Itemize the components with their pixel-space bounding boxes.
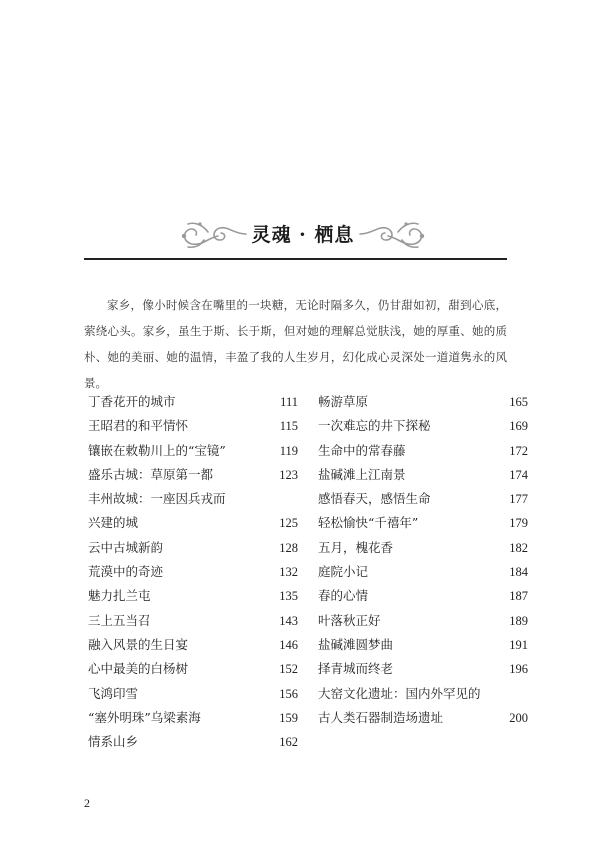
toc-entry-page: 165 xyxy=(509,395,528,409)
toc-entry-page: 191 xyxy=(509,637,528,652)
toc-entry[interactable] xyxy=(88,390,298,414)
toc-entry[interactable] xyxy=(88,439,298,463)
toc-entry-title: 盛乐古城：草原第一都 xyxy=(88,466,214,482)
toc-entry-page: 143 xyxy=(279,613,298,628)
toc-entry[interactable] xyxy=(88,633,298,657)
toc-entry[interactable] xyxy=(88,487,298,511)
toc-entry-page: 152 xyxy=(279,662,298,677)
toc-entry[interactable] xyxy=(318,487,528,511)
toc-entry[interactable] xyxy=(318,584,528,608)
toc-entry[interactable] xyxy=(318,706,528,730)
toc-entry[interactable] xyxy=(318,633,528,657)
toc-entry-title: 丰州故城：一座因兵戎而 xyxy=(88,491,226,507)
toc-entry-page: 135 xyxy=(279,589,298,604)
toc-entry-title: 融入风景的生日宴 xyxy=(88,636,189,652)
toc-entry[interactable] xyxy=(88,511,298,535)
toc-entry-page: 200 xyxy=(509,710,528,725)
toc-entry-title: 情系山乡 xyxy=(88,734,139,750)
toc-entry[interactable] xyxy=(318,609,528,633)
toc-entry[interactable] xyxy=(88,414,298,438)
intro-paragraph: 家乡，像小时候含在嘴里的一块糖，无论时隔多久，仍甘甜如初，甜到心底，萦绕心头。家乡，虽生于斯、长于斯，但对她的理解总觉肤浅，她的厚重、她的质朴、她的美丽、她的温情，丰盈了我的人生岁月，幻化成心灵深处一道道隽永的风景。 xyxy=(84,298,507,390)
toc-entry[interactable] xyxy=(318,414,528,438)
toc-entry-title: 兴建的城 xyxy=(88,515,139,531)
toc-entry-title: 大窑文化遗址：国内外罕见的 xyxy=(318,685,481,701)
toc-column-left xyxy=(88,390,298,754)
toc-entry-page: 189 xyxy=(509,613,528,628)
toc-entry-title: 春的心情 xyxy=(318,588,369,604)
toc-entry-page: 187 xyxy=(509,589,528,604)
toc-entry-title: 轻松愉快“千禧年” xyxy=(318,515,419,531)
toc-entry-page: 162 xyxy=(279,735,298,750)
toc-entry-title: 五月，槐花香 xyxy=(318,539,394,555)
toc-entry-title: 飞鸿印雪 xyxy=(88,685,139,701)
toc-entry-page: 159 xyxy=(279,710,298,725)
toc-entry-page: 115 xyxy=(279,419,298,434)
flourish-ornament-left-icon xyxy=(178,216,248,250)
page-number: 2 xyxy=(84,796,90,810)
toc-entry[interactable] xyxy=(88,730,298,754)
toc-entry-page: 184 xyxy=(509,565,528,580)
toc-entry-title: 三上五当召 xyxy=(88,612,151,628)
toc-entry[interactable] xyxy=(318,390,528,414)
toc-entry-page: 177 xyxy=(509,492,528,507)
toc-entry-page: 156 xyxy=(279,686,298,701)
toc-entry-title: 丁香花开的城市 xyxy=(88,394,176,409)
toc-entry-page: 174 xyxy=(509,467,528,482)
toc-entry-title: 畅游草原 xyxy=(318,394,369,409)
toc-entry-title: 古人类石器制造场遗址 xyxy=(318,709,444,725)
toc-entry-page: 125 xyxy=(279,516,298,531)
toc-entry-title: 盐碱滩圆梦曲 xyxy=(318,636,394,652)
toc-entry-page: 172 xyxy=(509,443,528,458)
toc-entry-title: “塞外明珠”乌梁素海 xyxy=(88,709,201,725)
toc-entry-page: 182 xyxy=(509,540,528,555)
toc-entry-title: 盐碱滩上江南景 xyxy=(318,466,406,482)
toc-entry-title: 感悟春天，感悟生命 xyxy=(318,491,431,507)
toc-entry-page: 169 xyxy=(509,419,528,434)
toc-entry[interactable] xyxy=(88,682,298,706)
toc-entry[interactable] xyxy=(88,609,298,633)
toc-entry-page: 123 xyxy=(279,467,298,482)
toc-entry[interactable] xyxy=(88,584,298,608)
toc-entry-page: 128 xyxy=(279,540,298,555)
toc-entry-title: 生命中的常春藤 xyxy=(318,442,406,458)
flourish-ornament-right-icon xyxy=(358,216,428,250)
toc-entry-title: 择青城而终老 xyxy=(318,661,394,677)
toc-entry[interactable] xyxy=(88,536,298,560)
toc-entry-title: 庭院小记 xyxy=(318,564,369,580)
toc-entry-title: 叶落秋正好 xyxy=(318,612,381,628)
toc-entry-title: 荒漠中的奇迹 xyxy=(88,564,164,580)
toc-entry-title: 王昭君的和平情怀 xyxy=(88,418,189,434)
toc-entry[interactable] xyxy=(318,511,528,535)
toc-entry-title: 一次难忘的井下探秘 xyxy=(318,418,431,434)
toc-entry-page: 146 xyxy=(279,637,298,652)
toc-entry-title: 心中最美的白杨树 xyxy=(88,661,189,677)
toc-entry-page: 119 xyxy=(279,443,298,458)
toc-entry-title: 魅力扎兰屯 xyxy=(88,588,151,604)
toc-entry[interactable] xyxy=(318,560,528,584)
toc-entry-page: 179 xyxy=(509,516,528,531)
toc-entry[interactable] xyxy=(88,657,298,681)
toc-entry[interactable] xyxy=(318,463,528,487)
toc-entry[interactable] xyxy=(318,682,528,706)
toc-entry[interactable] xyxy=(88,463,298,487)
toc-entry-page: 196 xyxy=(509,662,528,677)
section-header xyxy=(0,212,599,254)
toc-entry[interactable] xyxy=(318,536,528,560)
toc-entry-page: 132 xyxy=(279,565,298,580)
toc-entry-title: 云中古城新韵 xyxy=(88,539,164,555)
section-title: 灵魂 · 栖息 xyxy=(251,224,355,246)
toc-entry-title: 镶嵌在敕勒川上的“宝镜” xyxy=(88,442,226,458)
toc-column-right xyxy=(318,390,528,730)
toc-entry-page: 111 xyxy=(280,395,298,409)
toc-entry[interactable] xyxy=(318,657,528,681)
toc-entry[interactable] xyxy=(318,439,528,463)
toc-entry[interactable] xyxy=(88,706,298,730)
header-divider xyxy=(84,258,507,260)
toc-entry[interactable] xyxy=(88,560,298,584)
